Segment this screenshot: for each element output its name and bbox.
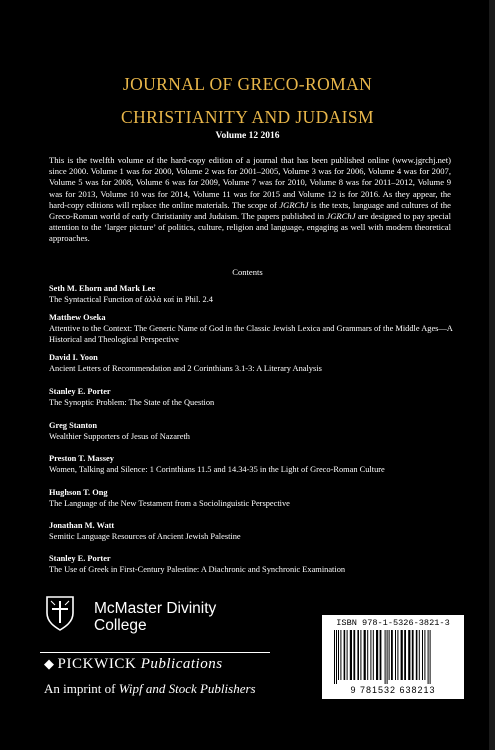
isbn-text: ISBN 978-1-5326-3821-3 [336,618,450,628]
contents-entry [49,312,459,345]
entry-author: Jonathan M. Watt [49,521,115,530]
barcode-bars [332,630,456,684]
entry-author: Stanley E. Porter [49,554,111,563]
pickwick-name: PICKWICK [57,656,137,672]
pickwick-mark-icon: ◆ [44,656,55,671]
contents-entry [49,283,459,305]
intro-text-3: are designed to pay special attention to the ‘larger picture’ of politics, culture, religion and language, engaging as well with modern theoretical approaches. [49,211,451,244]
contents-entry [49,453,459,475]
entry-title: The Syntactical Function of ἀλλὰ καί in Phil. 2.4 [49,295,213,304]
barcode [322,615,464,699]
entry-author: Stanley E. Porter [49,387,111,396]
entry-author: Matthew Oseka [49,313,106,322]
entry-title: Wealthier Supporters of Jesus of Nazareth [49,432,190,441]
divider [40,652,270,653]
mcmaster-logo [40,587,300,637]
intro-text-1: This is the twelfth volume of the hard-copy edition of a journal that has been published online (www.jgrchj.net) since 2000. Volume 1 was for 2000, Volume 2 was for 2001–2005, Volume 3 was for 2006, Volume 4 was for 2007, Volume 5 was for 2008, Volume 6 was for 2009, Volume 7 was for 2010, Volume 8 was for 2011–2012, Volume 9 was for 2013, Volume 10 was for 2014, Volume 11 was for 2015 and Volume 12 is for 2016. As they appear, the hard-copy editions will replace the online materials. The scope of [49,155,451,210]
contents-entry [49,520,459,542]
entry-author: Greg Stanton [49,421,98,430]
entry-author: Hughson T. Ong [49,488,108,497]
volume-label: Volume 12 2016 [215,131,280,141]
college-name-line2: College [94,617,147,634]
journal-title-line2: CHRISTIANITY AND JUDAISM [121,107,374,127]
entry-title: Women, Talking and Silence: 1 Corinthians 11.5 and 14.34-35 in the Light of Greco-Roman Culture [49,465,385,474]
pickwick-publications: Publications [140,656,223,672]
entry-title: Semitic Language Resources of Ancient Jewish Palestine [49,532,241,541]
contents-entry [49,553,459,575]
intro-abbr-1: JGRChJ [279,199,309,210]
contents-entry [49,420,459,442]
cover-edge [489,0,495,750]
contents-heading: Contents [232,267,263,277]
ean-text: 9 781532 638213 [350,685,436,695]
college-name [94,600,216,634]
entry-title: Attentive to the Context: The Generic Name of God in the Classic Jewish Lexica and Grammars of the Middle Ages—A Historical and Theological Perspective [49,324,453,344]
contents-entry [49,386,459,408]
intro-paragraph [49,155,451,245]
entry-title: The Language of the New Testament from a Sociolinguistic Perspective [49,499,290,508]
contents-entry [49,487,459,509]
entry-title: Ancient Letters of Recommendation and 2 Corinthians 3.1-3: A Literary Analysis [49,364,322,373]
imprint-line [44,681,256,697]
shield-icon [45,593,75,631]
entry-title: The Synoptic Problem: The State of the Question [49,398,215,407]
college-name-line1: McMaster Divinity [94,600,217,617]
imprint-prefix: An imprint of [44,681,119,696]
entry-author: Seth M. Ehorn and Mark Lee [49,284,156,293]
entry-author: David I. Yoon [49,353,98,362]
journal-title-line1: JOURNAL OF GRECO-ROMAN [122,74,373,94]
intro-text-2: is the texts, language and cultures of the Greco-Roman world of early Christianity and Judaism. The papers published in [49,199,451,222]
entry-author: Preston T. Massey [49,454,114,463]
entry-title: The Use of Greek in First-Century Palestine: A Diachronic and Synchronic Examination [49,565,346,574]
contents-entry [49,352,459,374]
imprint-name: Wipf and Stock Publishers [118,681,256,696]
pickwick-logo [44,656,223,673]
intro-abbr-2: JGRChJ [326,211,356,222]
